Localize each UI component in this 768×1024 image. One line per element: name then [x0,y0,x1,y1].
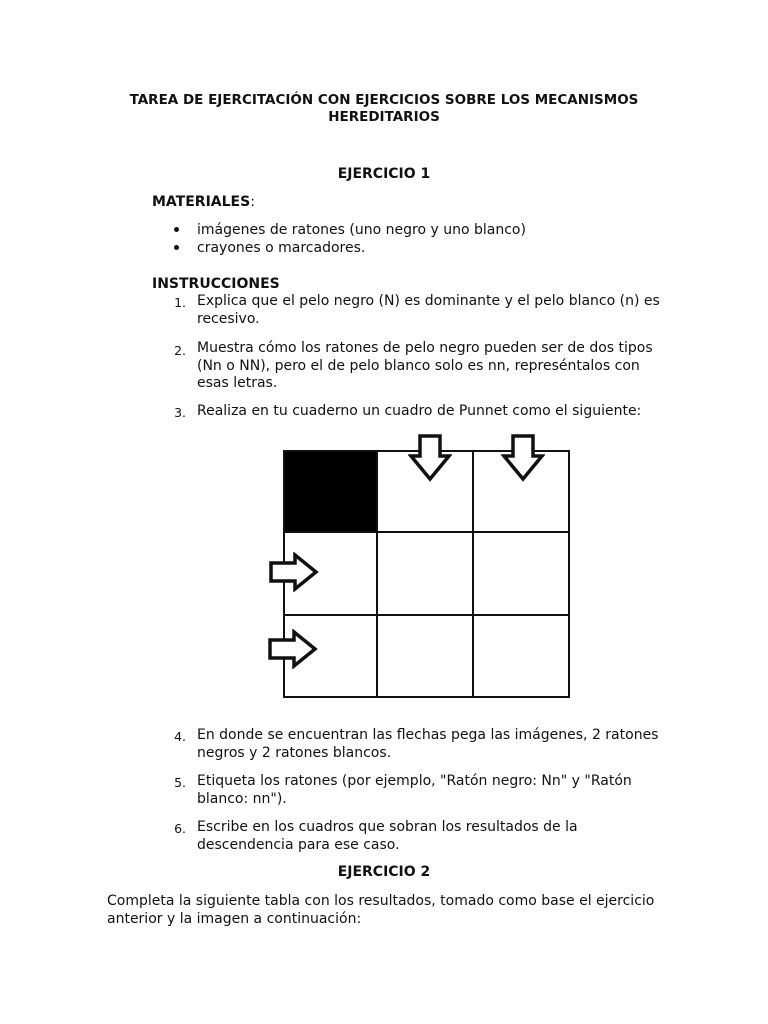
right-arrow-icon [268,629,318,669]
step-number: 1. [174,295,186,310]
ejercicio-1-heading: EJERCICIO 1 [337,166,431,182]
materiales-item: imágenes de ratones (uno negro y uno blanco) [197,222,526,238]
paragraph-line: anterior y la imagen a continuación: [107,910,362,927]
step-number: 4. [174,729,186,744]
materiales-colon: : [250,194,255,210]
ejercicio-2-text [107,893,707,928]
step-line: Realiza en tu cuaderno un cuadro de Punnet como el siguiente: [197,403,642,419]
step-6-text [197,819,667,854]
punnet-corner-cell [284,451,377,532]
step-line: blanco: nn"). [197,790,287,807]
ejercicio-2-heading: EJERCICIO 2 [337,864,431,880]
document-title [80,92,688,126]
step-line: (Nn o NN), pero el de pelo blanco solo es nn, represéntalos con [197,357,640,374]
step-line: Etiqueta los ratones (por ejemplo, "Ratón negro: Nn" y "Ratón [197,773,632,789]
step-5-text [197,773,667,808]
step-line: En donde se encuentran las flechas pega las imágenes, 2 ratones [197,727,659,743]
step-line: esas letras. [197,375,278,391]
title-line-1: TAREA DE EJERCITACIÓN CON EJERCICIOS SOBRE LOS MECANISMOS [129,92,639,108]
down-arrow-icon [408,434,452,482]
step-2-text [197,340,667,393]
punnet-square [283,450,570,698]
materiales-item: crayones o marcadores. [197,240,366,256]
step-line: negros y 2 ratones blancos. [197,744,392,761]
step-1-text [197,293,667,328]
step-4-text [197,727,667,762]
step-line: recesivo. [197,310,260,327]
bullet-icon [174,245,179,250]
step-number: 6. [174,821,186,836]
materiales-label-row [152,194,255,212]
step-number: 5. [174,775,186,790]
right-arrow-icon [269,552,319,592]
step-number: 3. [174,405,186,420]
step-line: Explica que el pelo negro (N) es dominante y el pelo blanco (n) es [197,293,660,309]
step-line: Escribe en los cuadros que sobran los resultados de la [197,819,578,835]
bullet-icon [174,227,179,232]
materiales-label: MATERIALES [152,194,251,210]
step-line: Muestra cómo los ratones de pelo negro pueden ser de dos tipos [197,340,653,356]
down-arrow-icon [501,434,545,482]
paragraph-line: Completa la siguiente tabla con los resultados, tomado como base el ejercicio [107,893,655,909]
title-line-2: HEREDITARIOS [328,109,440,125]
step-line: descendencia para ese caso. [197,836,400,853]
instrucciones-label: INSTRUCCIONES [152,276,280,292]
step-number: 2. [174,343,186,358]
step-3-text [197,403,667,421]
